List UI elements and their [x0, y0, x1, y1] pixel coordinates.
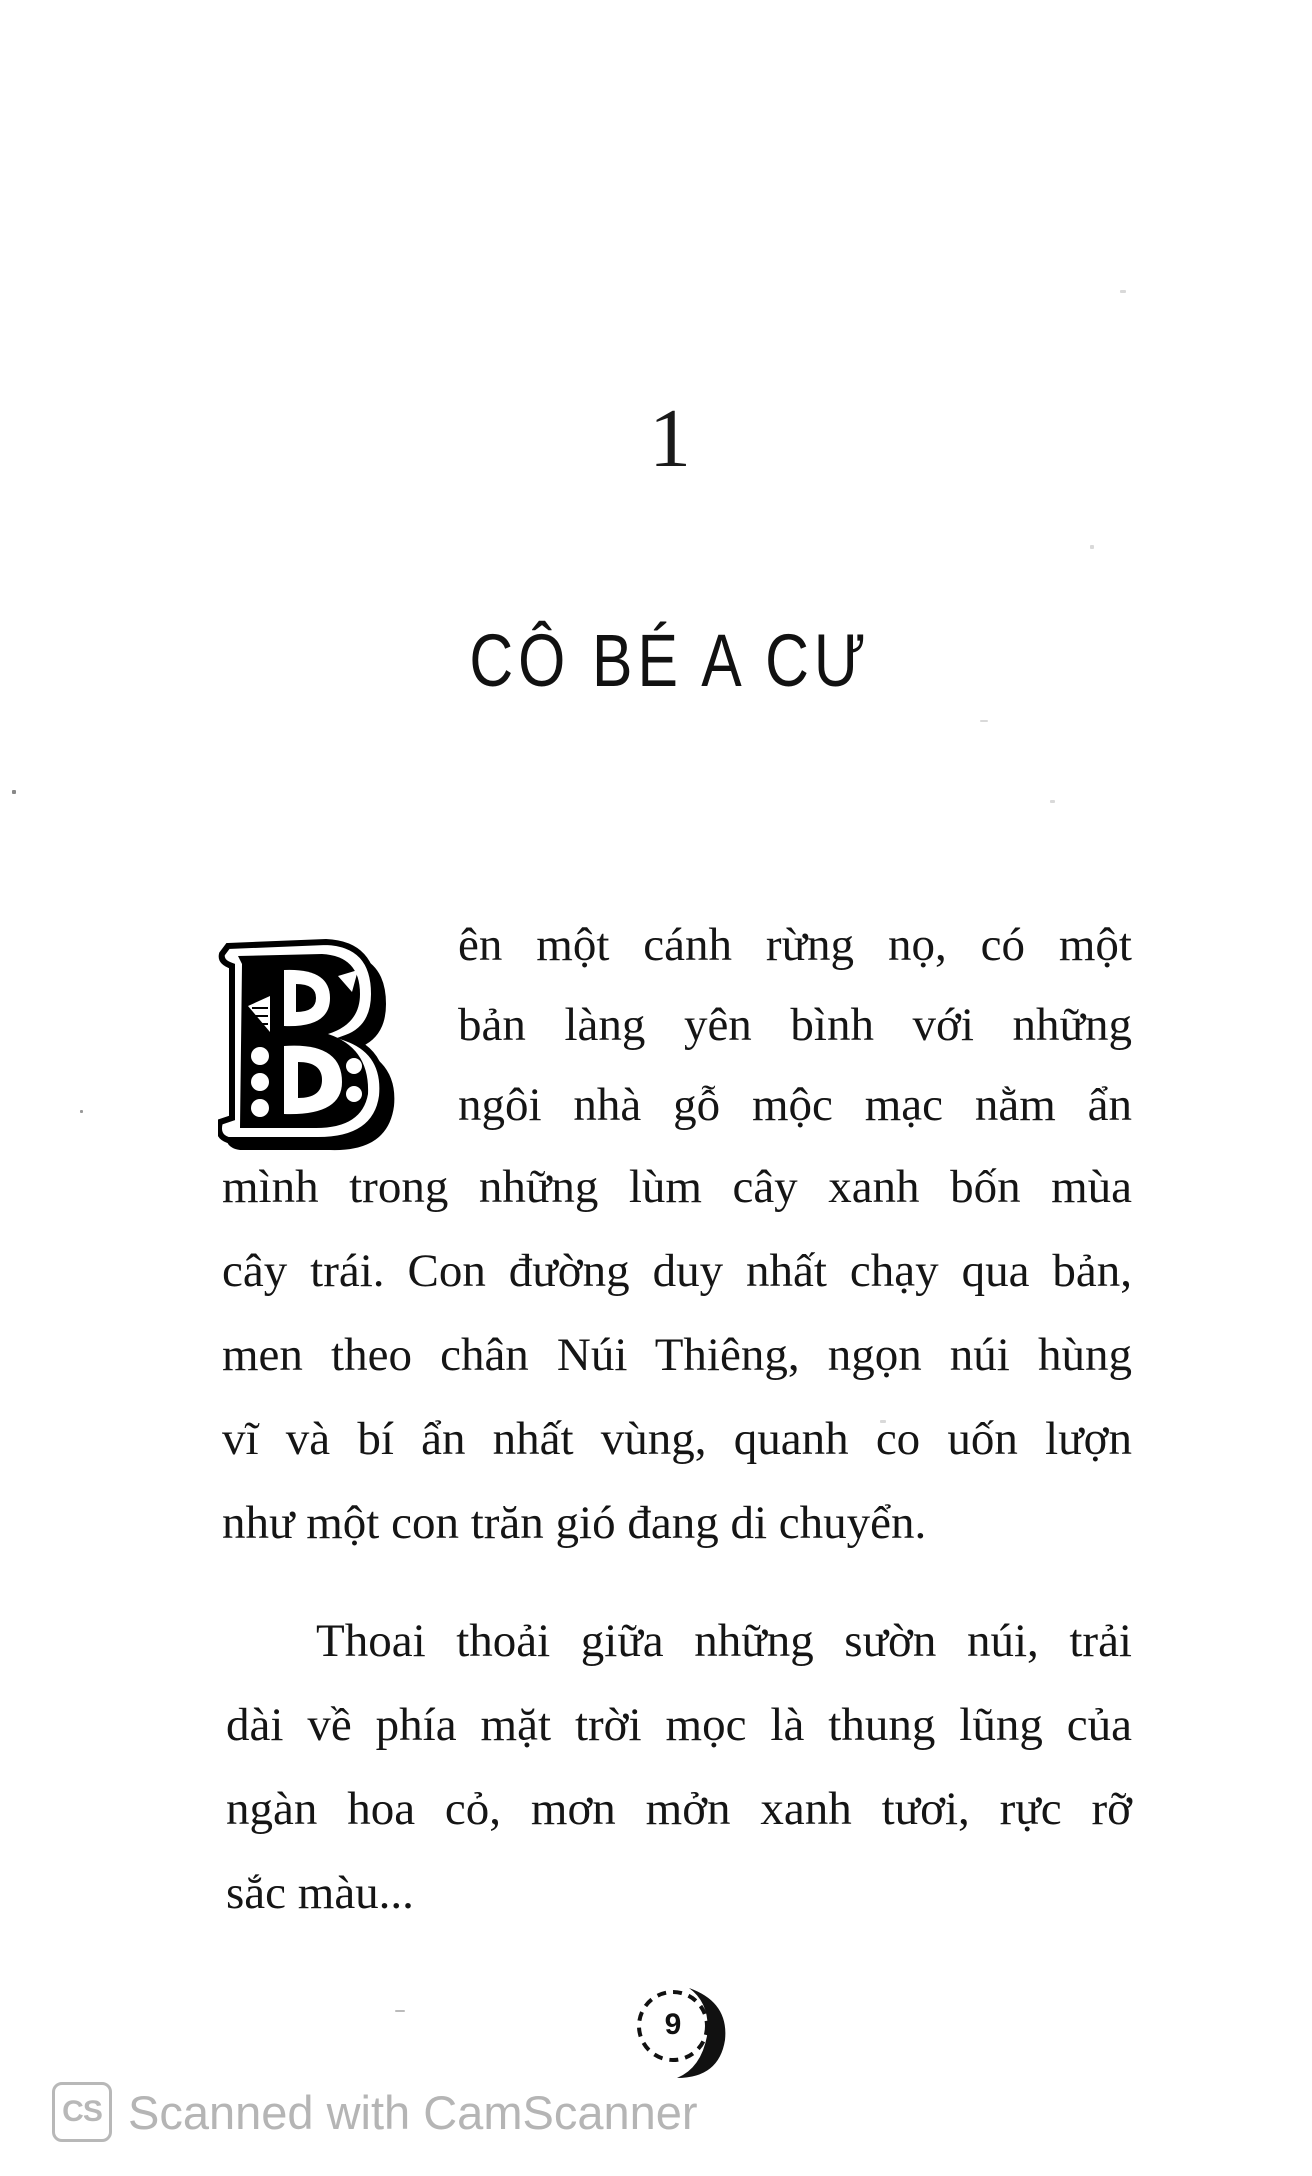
- text-line: vĩ và bí ẩn nhất vùng, quanh co uốn lượn: [222, 1413, 1132, 1465]
- scan-speck: [1050, 800, 1055, 803]
- text-line: ngàn hoa cỏ, mơn mởn xanh tươi, rực rỡ: [226, 1783, 1132, 1835]
- page-number: 9: [664, 2008, 682, 2041]
- scan-speck: [395, 2010, 405, 2012]
- drop-cap: [218, 936, 398, 1156]
- text-line: sắc màu...: [226, 1867, 414, 1919]
- drop-cap-ornament-icon: [218, 936, 398, 1156]
- text-line: mình trong những lùm cây xanh bốn mùa: [222, 1161, 1132, 1213]
- watermark-text: Scanned with CamScanner: [128, 2085, 698, 2139]
- text-line: như một con trăn gió đang di chuyển.: [222, 1497, 927, 1549]
- scan-speck: [1120, 290, 1126, 293]
- text-line: ên một cánh rừng nọ, có một: [458, 919, 1132, 971]
- scanner-watermark: [52, 2080, 698, 2144]
- scan-speck: [12, 790, 16, 794]
- chapter-title: CÔ BÉ A CƯ: [469, 619, 871, 702]
- text-line: cây trái. Con đường duy nhất chạy qua bản,: [222, 1245, 1132, 1297]
- text-line: men theo chân Núi Thiêng, ngọn núi hùng: [222, 1329, 1132, 1381]
- camscanner-logo-icon: CS: [52, 2082, 112, 2142]
- chapter-number: 1: [649, 392, 691, 485]
- page-number-badge: [627, 1980, 737, 2090]
- scan-speck: [80, 1110, 83, 1113]
- scan-speck: [980, 720, 988, 722]
- text-line: ngôi nhà gỗ mộc mạc nằm ẩn: [458, 1079, 1132, 1131]
- text-line: bản làng yên bình với những: [458, 999, 1132, 1051]
- scan-speck: [1090, 545, 1094, 549]
- text-line: Thoai thoải giữa những sườn núi, trải: [316, 1615, 1132, 1667]
- text-line: dài về phía mặt trời mọc là thung lũng của: [226, 1699, 1132, 1751]
